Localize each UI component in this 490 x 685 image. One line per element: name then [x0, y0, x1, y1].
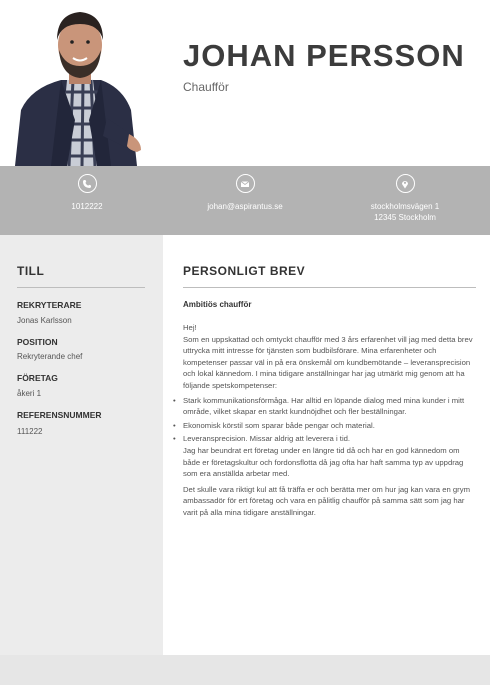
company-value: åkeri 1 [17, 389, 42, 398]
contact-address [330, 174, 480, 223]
letter-intro: Som en uppskattad och omtyckt chaufför med 3 års erfarenhet vill jag med detta brev uttrycka mitt intresse för tjänsten som budbilsförare. Mina erfarenheter och kompetenser passar väl in på era önskemål om kundbemötande – leveransprecision och lokal kännedom. I mina tidigare anställningar har jag utmärkt mig genom att ha följande spetskompetenser: [183, 334, 473, 390]
recipient-heading: TILL [17, 264, 45, 278]
candidate-title: Chaufför [183, 80, 229, 94]
recruiter-label: REKRYTERARE [17, 300, 82, 310]
reference-label: REFERENSNUMMER [17, 410, 102, 420]
skills-list [183, 395, 478, 519]
mail-icon [236, 174, 255, 193]
candidate-name: JOHAN PERSSON [183, 38, 465, 73]
list-item: • Ekonomisk körstil som sparar både pengar och material. [183, 420, 478, 432]
reference-value: 111222 [17, 427, 43, 436]
address-line-1: stockholmsvägen 1 [370, 202, 440, 211]
recipient-sidebar [0, 235, 163, 655]
list-item [183, 433, 478, 518]
contact-email [170, 174, 320, 212]
email-address[interactable]: johan@aspirantus.se [207, 202, 283, 211]
letter-subject: Ambitiös chaufför [183, 300, 252, 309]
letter-paragraph-2: Jag har beundrat ert företag under en längre tid då och har en god kännedom om både er företagskultur och fordonsflotta då jag ofta har haft samma typ av uppdrag som era anställda arbetar med. [183, 445, 464, 479]
recipient-divider [17, 287, 145, 288]
recruiter-value: Jonas Karlsson [17, 316, 72, 325]
list-item: • Stark kommunikationsförmåga. Har alltid en löpande dialog med mina kunder i mitt område, vilket skapar en starkt kundnöjdhet och fler beställningar. [183, 395, 478, 418]
letter-body [183, 322, 478, 521]
company-label: FÖRETAG [17, 373, 58, 383]
phone-number[interactable]: 1012222 [71, 202, 103, 211]
phone-icon [78, 174, 97, 193]
contact-bar [0, 166, 490, 235]
position-value: Rekryterande chef [17, 352, 83, 361]
letter-divider [183, 287, 476, 288]
footer-band [0, 655, 490, 685]
profile-photo [11, 0, 141, 166]
letter-paragraph-3: Det skulle vara riktigt kul att få träffa er och berätta mer om hur jag kan vara en grym ambassadör för ert företag och vara en pålitlig chaufför på samma sätt som jag har varit på alla mina tidigare anställningar. [183, 484, 470, 517]
address-line-2: 12345 Stockholm [374, 213, 436, 222]
location-pin-icon [396, 174, 415, 193]
position-label: POSITION [17, 337, 58, 347]
letter-heading: PERSONLIGT BREV [183, 264, 306, 278]
letter-greeting: Hej! [183, 323, 197, 332]
contact-phone [12, 174, 162, 212]
list-item-text: Leveransprecision. Missar aldrig att leverera i tid. [183, 434, 351, 444]
